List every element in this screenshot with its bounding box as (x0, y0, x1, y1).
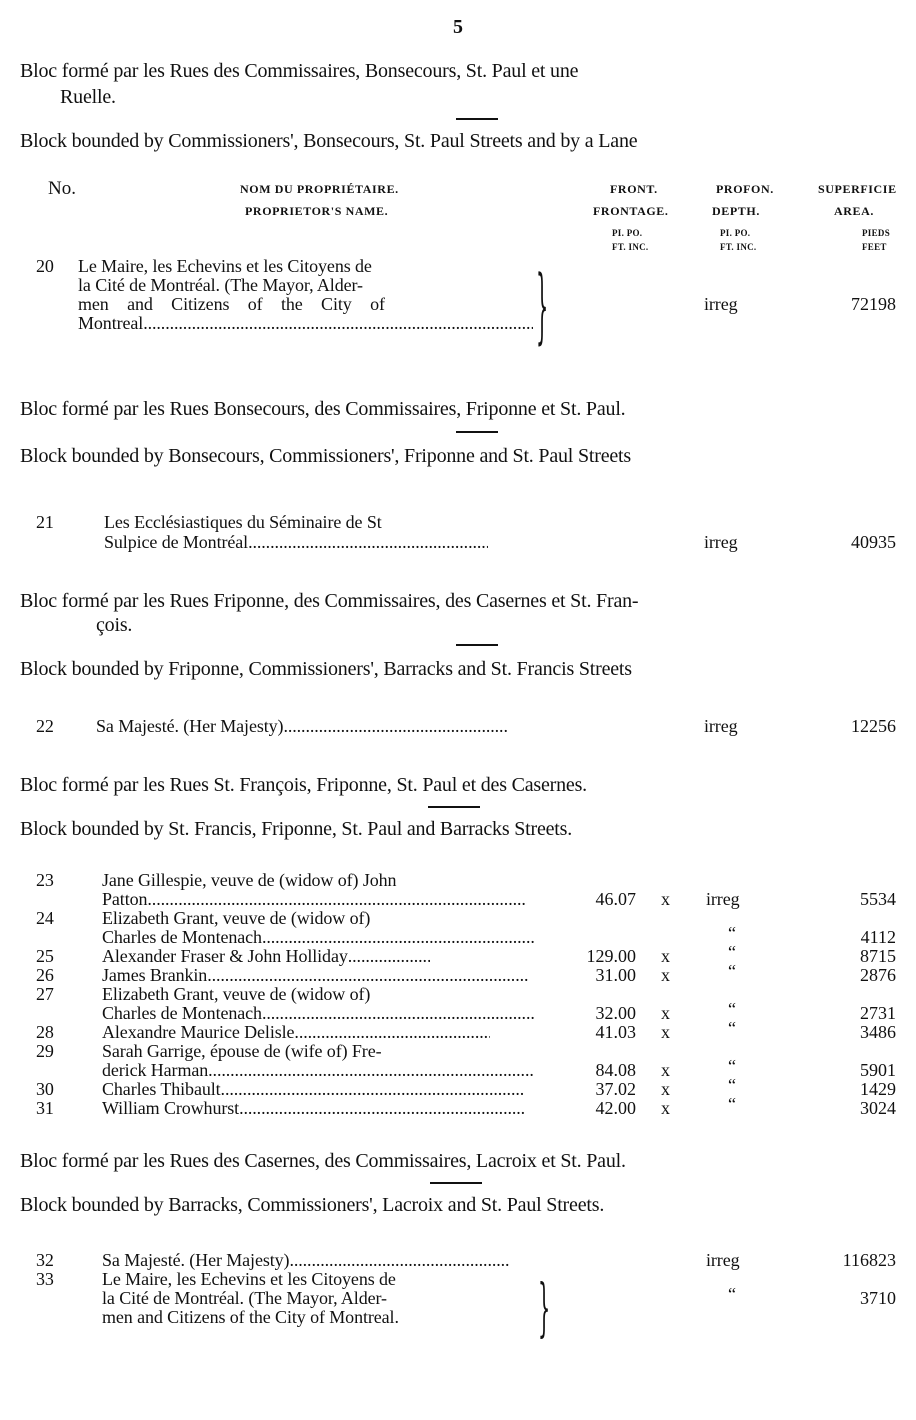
block-4-title-fr: Bloc formé par les Rues St. François, Friponne, St. Paul et des Casernes. (20, 774, 587, 796)
entry-owner-line (102, 1022, 490, 1043)
entry-number: 30 (36, 1079, 54, 1099)
entry-owner-text: Patton (102, 889, 148, 909)
dot-leader (221, 1079, 523, 1100)
block-3-title-fr: Bloc formé par les Rues Friponne, des Commissaires, des Casernes et St. Fran- (20, 590, 639, 612)
dot-leader (147, 889, 527, 910)
entry-depth-ditto: “ (728, 1094, 736, 1114)
entry-owner-line: men and Citizens of the City of Montreal. (102, 1307, 399, 1327)
entry-by: x (661, 1079, 670, 1099)
entry-owner-line (102, 1060, 534, 1081)
entry-depth: irreg (706, 1250, 740, 1270)
entry-front: 84.08 (595, 1060, 636, 1080)
entry-owner-line (102, 927, 534, 948)
header-area-en: AREA. (834, 204, 875, 218)
entry-owner-line: Jane Gillespie, veuve de (widow of) John (102, 870, 397, 890)
entry-owner-text: James Brankin (102, 965, 208, 985)
block-1-title-en: Block bounded by Commissioners', Bonsecours, St. Paul Streets and by a Lane (20, 130, 638, 152)
dot-leader (207, 965, 529, 986)
entry-depth-ditto: “ (728, 1284, 736, 1304)
entry-area: 72198 (851, 294, 896, 314)
header-owner-en: PROPRIETOR'S NAME. (245, 204, 389, 218)
entry-owner-line (78, 294, 540, 315)
divider-rule (428, 806, 480, 808)
dot-leader (283, 716, 509, 737)
entry-area: 116823 (842, 1250, 896, 1270)
entry-owner-text: Sa Majesté. (Her Majesty) (96, 716, 284, 736)
header-no: No. (48, 178, 76, 199)
entry-owner-line (102, 1079, 523, 1100)
entry-number: 20 (36, 256, 54, 276)
entry-depth-ditto: “ (728, 1056, 736, 1076)
entry-owner-line: la Cité de Montréal. (The Mayor, Alder- (78, 275, 363, 295)
entry-owner-line (102, 889, 527, 910)
dot-leader (289, 1250, 509, 1271)
entry-by: x (661, 946, 670, 966)
entry-owner-text: Alexandre Maurice Delisle (102, 1022, 295, 1042)
header-front-fr: FRONT. (610, 182, 658, 196)
header-front-en: FRONTAGE. (593, 204, 669, 218)
entry-area: 3024 (860, 1098, 896, 1118)
entry-owner-line: la Cité de Montréal. (The Mayor, Alder- (102, 1288, 387, 1308)
block-3-title-fr-continued: çois. (96, 614, 133, 636)
entry-owner-line (102, 946, 430, 967)
block-1-title-fr-continued: Ruelle. (60, 86, 116, 108)
entry-depth: irreg (704, 532, 738, 552)
entry-owner-line (102, 1250, 509, 1271)
entry-number: 32 (36, 1250, 54, 1270)
divider-rule (456, 644, 498, 646)
brace-glyph: } (538, 1272, 551, 1345)
entry-owner-line (78, 313, 533, 334)
block-3-title-en: Block bounded by Friponne, Commissioners', Barracks and St. Francis Streets (20, 658, 632, 680)
entry-owner-line: Le Maire, les Echevins et les Citoyens de (102, 1269, 396, 1289)
block-2-title-en: Block bounded by Bonsecours, Commissioners', Friponne and St. Paul Streets (20, 445, 631, 467)
entry-by: x (661, 1003, 670, 1023)
dot-leader (208, 1060, 534, 1081)
entry-area: 5534 (860, 889, 896, 909)
entry-number: 27 (36, 984, 54, 1004)
entry-owner-line (104, 532, 488, 553)
entry-front: 42.00 (595, 1098, 636, 1118)
entry-owner-text: Charles Thibault (102, 1079, 221, 1099)
entry-owner-text: Sulpice de Montréal (104, 532, 249, 552)
entry-number: 28 (36, 1022, 54, 1042)
entry-owner-line: Le Maire, les Echevins et les Citoyens de (78, 256, 372, 276)
entry-area: 2731 (860, 1003, 896, 1023)
entry-by: x (661, 889, 670, 909)
entry-owner-text: Charles de Montenach (102, 927, 262, 947)
dot-leader (262, 1003, 534, 1024)
entry-area: 5901 (860, 1060, 896, 1080)
dot-leader (262, 927, 534, 948)
block-5-title-fr: Bloc formé par les Rues des Casernes, des Commissaires, Lacroix et St. Paul. (20, 1150, 626, 1172)
entry-owner-line: Sarah Garrige, épouse de (wife of) Fre- (102, 1041, 382, 1061)
header-owner-fr: NOM DU PROPRIÉTAIRE. (240, 182, 399, 196)
entry-area: 8715 (860, 946, 896, 966)
divider-rule (456, 118, 498, 120)
entry-by: x (661, 1060, 670, 1080)
block-2-title-fr: Bloc formé par les Rues Bonsecours, des Commissaires, Friponne et St. Paul. (20, 398, 626, 420)
dot-leader (248, 532, 488, 553)
entry-number: 26 (36, 965, 54, 985)
header-depth-fr: PROFON. (716, 182, 774, 196)
entry-front: 37.02 (595, 1079, 636, 1099)
dot-leader (294, 1022, 490, 1043)
entry-owner-line: Les Ecclésiastiques du Séminaire de St (104, 512, 382, 532)
dot-leader (348, 946, 430, 967)
entry-owner-line (102, 1098, 525, 1119)
entry-depth-ditto: “ (728, 999, 736, 1019)
entry-depth-ditto: “ (728, 961, 736, 981)
entry-front: 31.00 (595, 965, 636, 985)
header-front-units-en: FT. INC. (612, 242, 649, 252)
entry-front: 46.07 (595, 889, 636, 909)
header-area-units-fr: PIEDS (862, 228, 891, 238)
entry-front: 32.00 (595, 1003, 636, 1023)
entry-area: 3486 (860, 1022, 896, 1042)
entry-depth-ditto: “ (728, 923, 736, 943)
header-depth-units-en: FT. INC. (720, 242, 757, 252)
entry-depth: irreg (704, 294, 738, 314)
entry-number: 22 (36, 716, 54, 736)
entry-owner-text: Charles de Montenach (102, 1003, 262, 1023)
block-4-title-en: Block bounded by St. Francis, Friponne, St. Paul and Barracks Streets. (20, 818, 573, 840)
entry-owner-line (102, 1003, 534, 1024)
entry-owner-text: men and Citizens of the City of (78, 294, 385, 314)
header-area-units-en: FEET (862, 242, 887, 252)
entry-area: 4112 (860, 927, 896, 947)
entry-owner-line (96, 716, 509, 737)
entry-number: 23 (36, 870, 54, 890)
entry-owner-text: derick Harman (102, 1060, 209, 1080)
entry-depth-ditto: “ (728, 942, 736, 962)
entry-owner-line (102, 965, 529, 986)
header-front-units-fr: PI. PO. (612, 228, 643, 238)
block-1-title-fr: Bloc formé par les Rues des Commissaires, Bonsecours, St. Paul et une (20, 60, 579, 82)
entry-area: 2876 (860, 965, 896, 985)
entry-owner-line: Elizabeth Grant, veuve de (widow of) (102, 984, 371, 1004)
entry-area: 40935 (851, 532, 896, 552)
entry-by: x (661, 1022, 670, 1042)
dot-leader (239, 1098, 525, 1119)
entry-owner-text: Alexander Fraser & John Holliday (102, 946, 348, 966)
entry-number: 31 (36, 1098, 54, 1118)
entry-number: 25 (36, 946, 54, 966)
header-depth-en: DEPTH. (712, 204, 760, 218)
entry-front: 129.00 (586, 946, 636, 966)
entry-area: 3710 (860, 1288, 896, 1308)
header-depth-units-fr: PI. PO. (720, 228, 751, 238)
entry-owner-text: Montreal (78, 313, 144, 333)
entry-by: x (661, 965, 670, 985)
divider-rule (456, 431, 498, 433)
brace-glyph: } (536, 258, 549, 354)
entry-depth-ditto: “ (728, 1075, 736, 1095)
page-number: 5 (453, 16, 463, 38)
entry-number: 33 (36, 1269, 54, 1289)
dot-leader (143, 313, 533, 334)
entry-area: 1429 (860, 1079, 896, 1099)
header-area-fr: SUPERFICIE (818, 182, 897, 196)
entry-front: 41.03 (595, 1022, 636, 1042)
entry-number: 29 (36, 1041, 54, 1061)
entry-owner-line: Elizabeth Grant, veuve de (widow of) (102, 908, 371, 928)
entry-number: 21 (36, 512, 54, 532)
entry-depth-ditto: “ (728, 1018, 736, 1038)
block-5-title-en: Block bounded by Barracks, Commissioners', Lacroix and St. Paul Streets. (20, 1194, 605, 1216)
entry-owner-text: Sa Majesté. (Her Majesty) (102, 1250, 290, 1270)
entry-by: x (661, 1098, 670, 1118)
entry-owner-text: William Crowhurst (102, 1098, 240, 1118)
entry-number: 24 (36, 908, 54, 928)
entry-depth: irreg (706, 889, 740, 909)
entry-area: 12256 (851, 716, 896, 736)
entry-depth: irreg (704, 716, 738, 736)
divider-rule (430, 1182, 482, 1184)
